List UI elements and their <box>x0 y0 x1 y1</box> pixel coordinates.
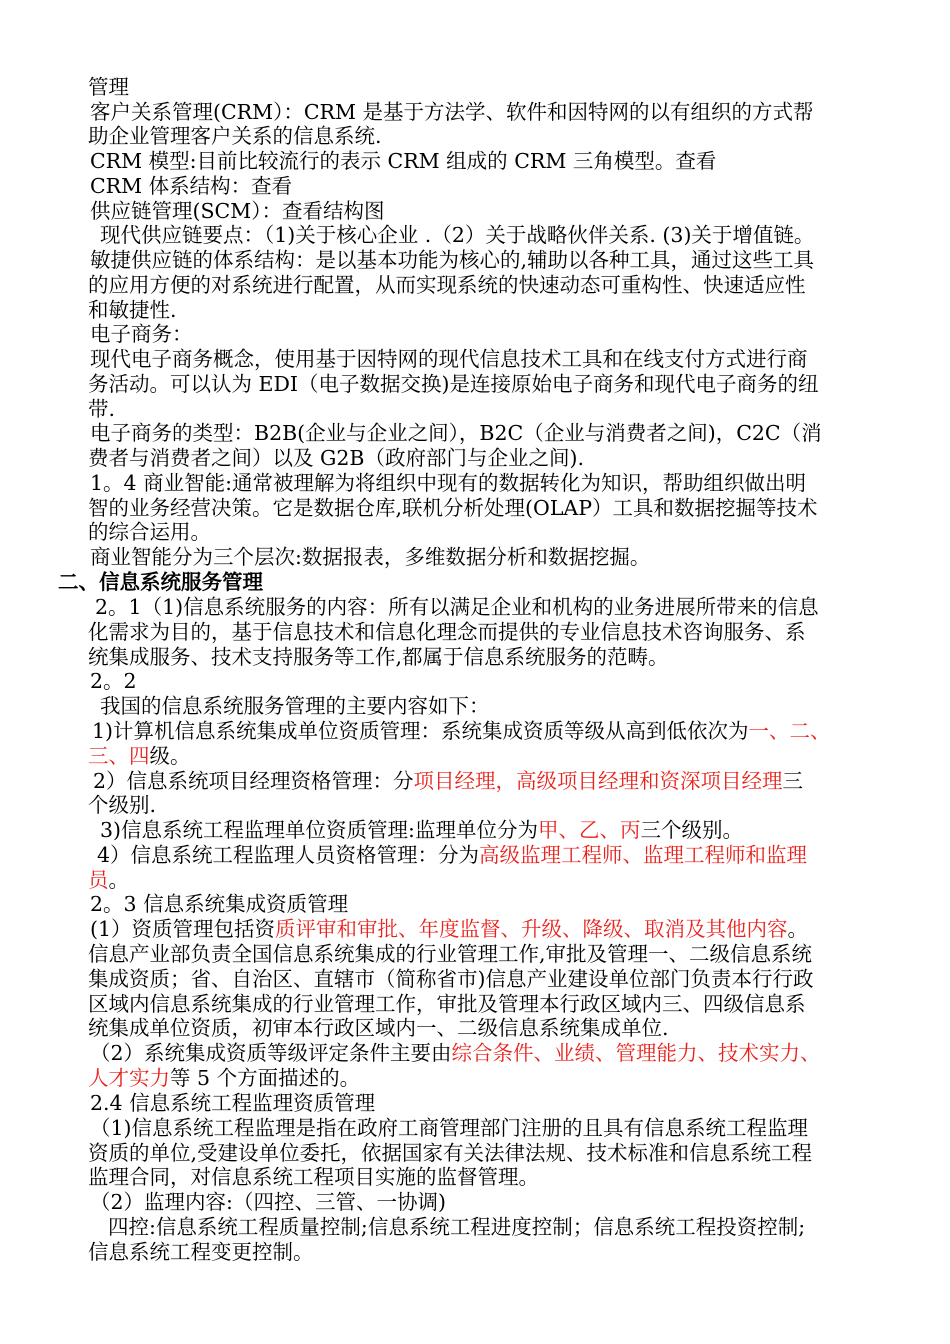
text-line: 信息产业部负责全国信息系统集成的行业管理工作,审批及管理一、二级信息系统 <box>88 942 813 966</box>
text-line: 1。4 商业智能:通常被理解为将组织中现有的数据转化为知识，帮助组织做出明 <box>90 471 807 495</box>
text-line: 智的业务经营决策。它是数据仓库,联机分析处理(OLAP）工具和数据挖掘等技术 <box>88 496 818 520</box>
text-line: 个级别. <box>88 793 157 817</box>
text-line: 商业智能分为三个层次:数据报表，多维数据分析和数据挖掘。 <box>90 545 651 569</box>
text-line: 员。 <box>88 868 129 892</box>
text-line: （1)信息系统工程监理是指在政府工商管理部门注册的且具有信息系统工程监理 <box>90 1116 809 1140</box>
section-heading: 二、信息系统服务管理 <box>58 570 263 594</box>
text-line: 4）信息系统工程监理人员资格管理：分为高级监理工程师、监理工程师和监理 <box>97 843 808 867</box>
text-line: CRM 体系结构：查看 <box>90 174 293 198</box>
text-line: 管理 <box>88 75 129 99</box>
text-line: 1)计算机信息系统集成单位资质管理：系统集成资质等级从高到低依次为一、二、 <box>92 719 831 743</box>
text-line: 资质的单位,受建设单位委托，依据国家有关法律法规、技术标准和信息系统工程 <box>88 1141 813 1165</box>
text-line: 带. <box>88 397 116 421</box>
text-line: 监理合同，对信息系统工程项目实施的监督管理。 <box>88 1165 539 1189</box>
text-line: 四控:信息系统工程质量控制;信息系统工程进度控制；信息系统工程投资控制; <box>108 1215 806 1239</box>
text-line: 统集成单位资质，初审本行政区域内一、二级信息系统集成单位. <box>88 1016 669 1040</box>
text-line: 敏捷供应链的体系结构：是以基本功能为核心的,辅助以各种工具，通过这些工具 <box>90 248 815 272</box>
text-line: 三、四级。 <box>88 744 191 768</box>
text-line: 人才实力等 5 个方面描述的。 <box>88 1066 361 1090</box>
text-line: 2。1（1)信息系统服务的内容：所有以满足企业和机构的业务进展所带来的信息 <box>95 595 819 619</box>
text-line: 区域内信息系统集成的行业管理工作，审批及管理本行政区域内三、四级信息系 <box>88 992 806 1016</box>
text-line: 电子商务的类型：B2B(企业与企业之间），B2C（企业与消费者之间)，C2C（消 <box>90 421 822 445</box>
text-line: 统集成服务、技术支持服务等工作,都属于信息系统服务的范畴。 <box>88 645 669 669</box>
text-line: 供应链管理(SCM）：查看结构图 <box>90 199 385 223</box>
text-line: 2。3 信息系统集成资质管理 <box>90 892 349 916</box>
text-line: 和敏捷性. <box>88 298 177 322</box>
text-line: （2）系统集成资质等级评定条件主要由综合条件、业绩、管理能力、技术实力、 <box>90 1041 821 1065</box>
text-line: 电子商务： <box>90 322 193 346</box>
text-line: （2）监理内容:（四控、三管、一协调) <box>90 1190 446 1214</box>
text-line: 务活动。可以认为 EDI（电子数据交换)是连接原始电子商务和现代电子商务的纽 <box>88 372 819 396</box>
text-line: (1）资质管理包括资质评审和审批、年度监督、升级、降级、取消及其他内容。 <box>90 917 809 941</box>
text-line: 我国的信息系统服务管理的主要内容如下： <box>100 694 490 718</box>
text-line: 助企业管理客户关系的信息系统. <box>88 124 382 148</box>
text-line: 2。2 <box>90 669 137 693</box>
text-line: 2.4 信息系统工程监理资质管理 <box>90 1091 376 1115</box>
text-line: 集成资质；省、自治区、直辖市（简称省市)信息产业建设单位部门负责本行行政 <box>88 967 814 991</box>
text-line: 化需求为目的，基于信息技术和信息化理念而提供的专业信息技术咨询服务、系 <box>88 620 806 644</box>
text-line: 现代电子商务概念，使用基于因特网的现代信息技术工具和在线支付方式进行商 <box>90 347 808 371</box>
text-line: 的综合运用。 <box>88 520 211 544</box>
text-line: CRM 模型:目前比较流行的表示 CRM 组成的 CRM 三角模型。查看 <box>90 149 717 173</box>
text-line: 的应用方便的对系统进行配置，从而实现系统的快速动态可重构性、快速适应性 <box>88 273 806 297</box>
text-line: 现代供应链要点：（1)关于核心企业 .（2）关于战略伙伴关系. (3)关于增值链。 <box>100 223 815 247</box>
text-line: 客户关系管理(CRM）：CRM 是基于方法学、软件和因特网的以有组织的方式帮 <box>90 100 814 124</box>
text-line: 信息系统工程变更控制。 <box>88 1240 314 1264</box>
text-line: 3)信息系统工程监理单位资质管理:监理单位分为甲、乙、丙三个级别。 <box>100 818 743 842</box>
text-line: 费者与消费者之间）以及 G2B（政府部门与企业之间). <box>88 446 585 470</box>
text-line: 2）信息系统项目经理资格管理：分项目经理，高级项目经理和资深项目经理三 <box>93 769 804 793</box>
